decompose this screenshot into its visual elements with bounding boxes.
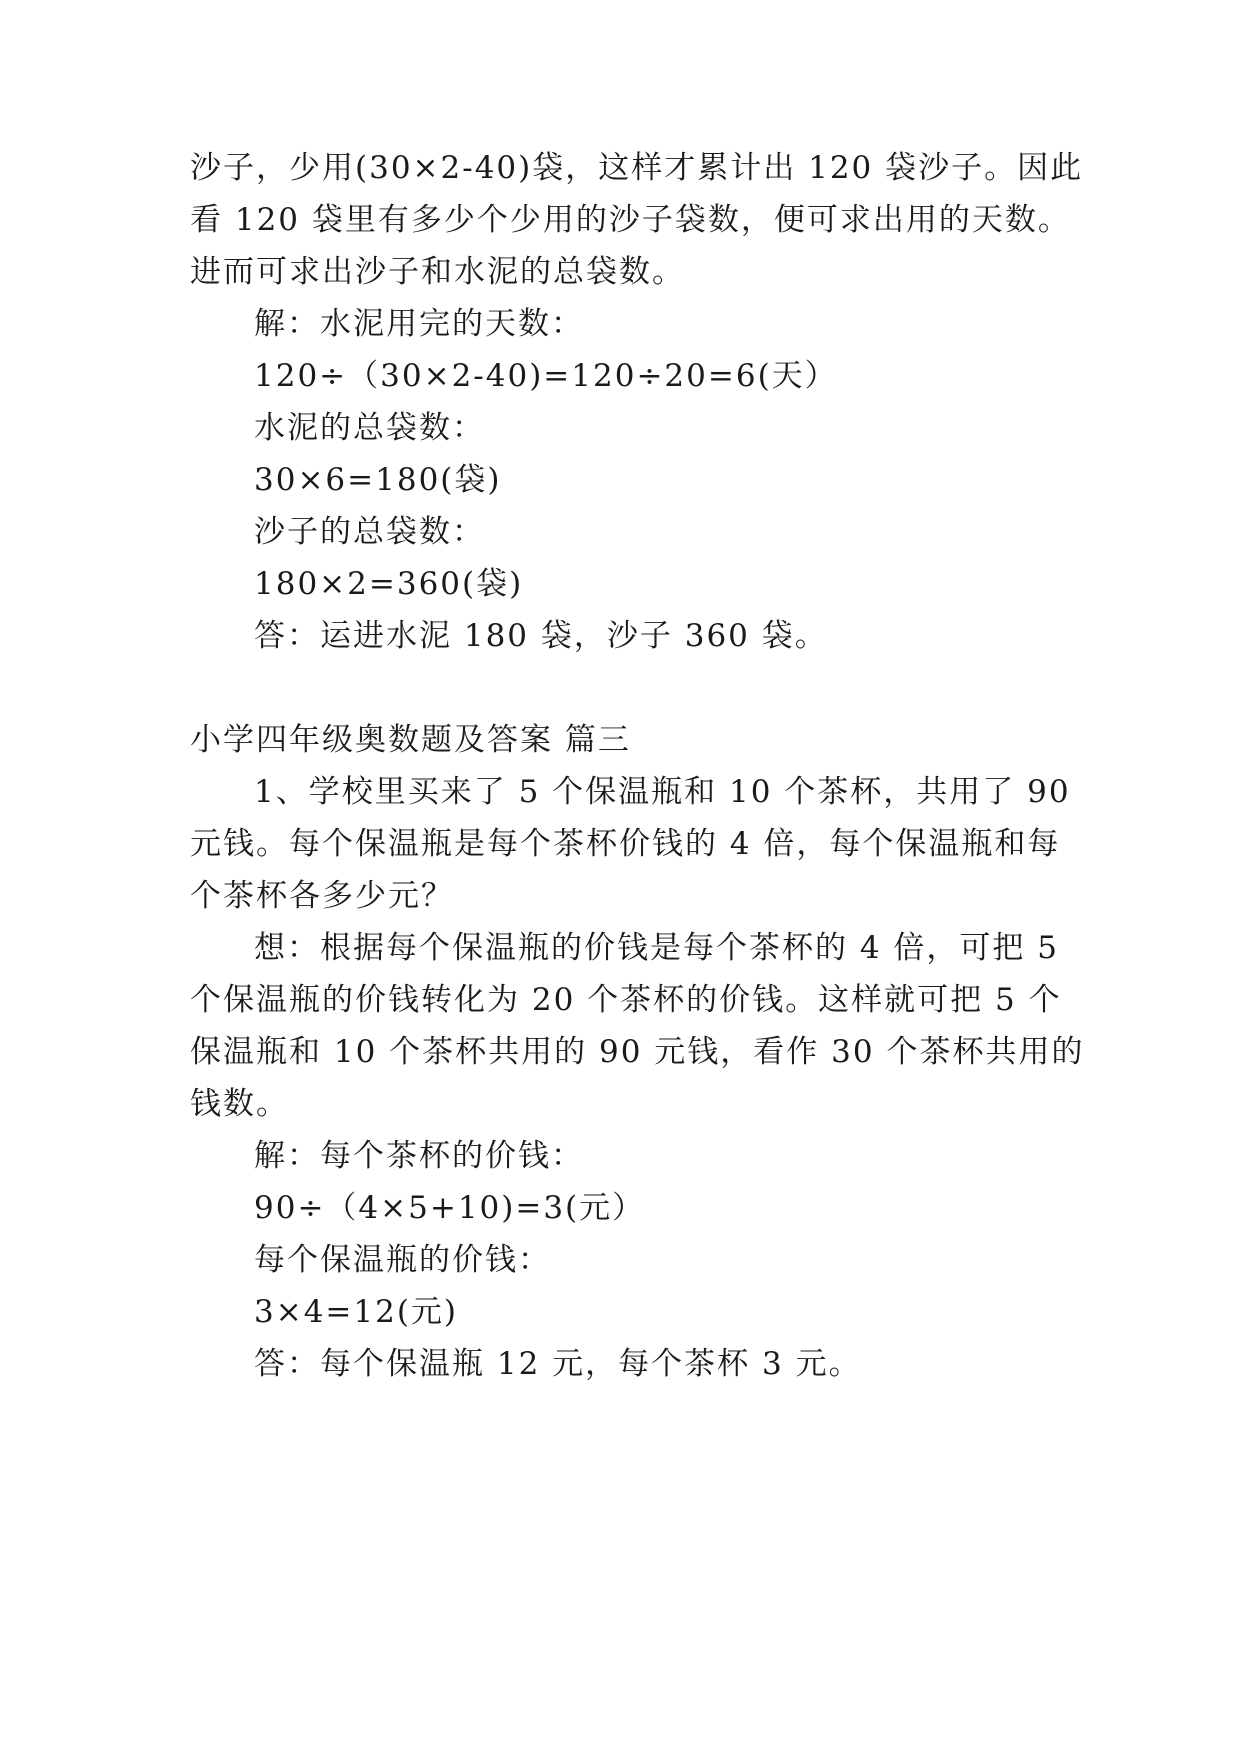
step-label: 每个保温瓶的价钱： xyxy=(254,1242,551,1278)
question-line: 元钱。每个保温瓶是每个茶杯价钱的 4 倍，每个保温瓶和每 xyxy=(190,826,1061,862)
question-line: 1、学校里买来了 5 个保温瓶和 10 个茶杯，共用了 90 xyxy=(254,774,1071,810)
equation: 180×2=360(袋) xyxy=(254,566,524,602)
answer: 答：每个保温瓶 12 元，每个茶杯 3 元。 xyxy=(254,1346,862,1382)
think-line: 钱数。 xyxy=(190,1086,289,1122)
solution-label: 解：每个茶杯的价钱： xyxy=(254,1138,584,1174)
solution-label: 解：水泥用完的天数： xyxy=(254,306,584,342)
equation: 30×6=180(袋) xyxy=(254,462,502,498)
section-heading: 小学四年级奥数题及答案 篇三 xyxy=(190,722,631,758)
paragraph-line: 进而可求出沙子和水泥的总袋数。 xyxy=(190,254,685,290)
step-label: 沙子的总袋数： xyxy=(254,514,485,550)
equation: 120÷（30×2-40)=120÷20=6(天） xyxy=(254,358,838,394)
equation: 3×4=12(元) xyxy=(254,1294,459,1330)
think-line: 想：根据每个保温瓶的价钱是每个茶杯的 4 倍，可把 5 xyxy=(254,930,1060,966)
step-label: 水泥的总袋数： xyxy=(254,410,485,446)
paragraph-line: 沙子，少用(30×2-40)袋，这样才累计出 120 袋沙子。因此 xyxy=(190,150,1084,186)
equation: 90÷（4×5+10)=3(元） xyxy=(254,1190,646,1226)
answer: 答：运进水泥 180 袋，沙子 360 袋。 xyxy=(254,618,828,654)
think-line: 保温瓶和 10 个茶杯共用的 90 元钱，看作 30 个茶杯共用的 xyxy=(190,1034,1085,1070)
paragraph-line: 看 120 袋里有多少个少用的沙子袋数，便可求出用的天数。 xyxy=(190,202,1071,238)
think-line: 个保温瓶的价钱转化为 20 个茶杯的价钱。这样就可把 5 个 xyxy=(190,982,1062,1018)
question-line: 个茶杯各多少元？ xyxy=(190,878,454,914)
